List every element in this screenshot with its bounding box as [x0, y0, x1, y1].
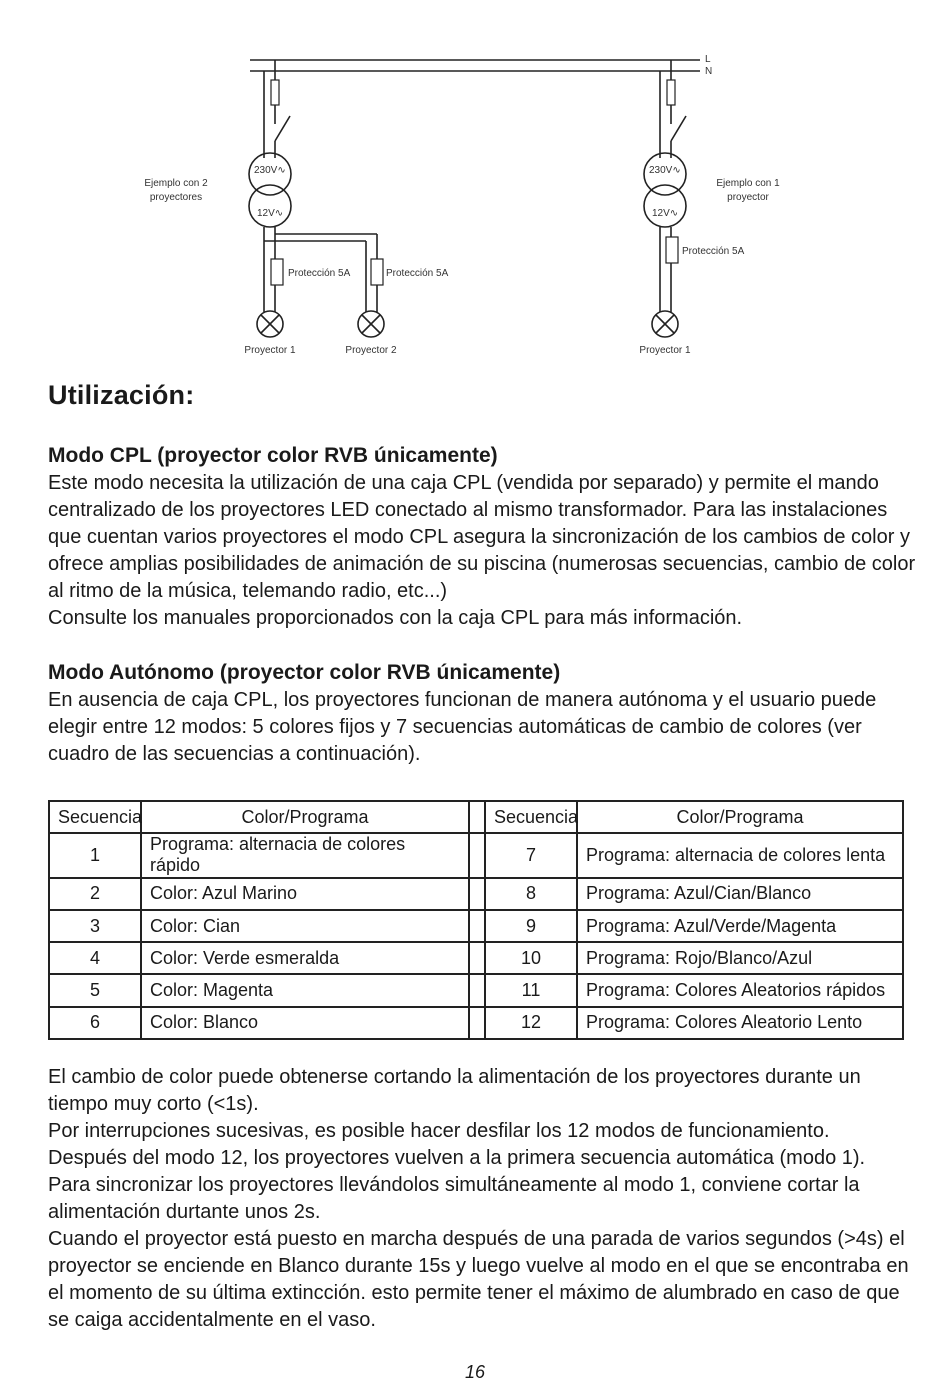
fuse-projector-1 — [271, 259, 283, 285]
seq-text: Programa: Colores Aleatorios rápidos — [577, 974, 903, 1006]
lamp-projector-2 — [358, 311, 384, 337]
seq-text: Color: Magenta — [141, 974, 469, 1006]
section-notes — [48, 1064, 918, 1334]
cpl-heading: Modo CPL (proyector color RVB únicamente) — [48, 444, 498, 467]
protection-label-right: Protección 5A — [682, 246, 745, 257]
seq-num: 6 — [49, 1007, 141, 1039]
seq-num: 1 — [49, 833, 141, 877]
seq-num: 8 — [485, 878, 577, 910]
table-gap — [469, 942, 485, 974]
protection-label-1: Protección 5A — [288, 268, 351, 279]
left-voltage-secondary: 12V∿ — [257, 208, 284, 219]
table-gap — [469, 1007, 485, 1039]
lamp-projector-right — [652, 311, 678, 337]
table-gap — [469, 974, 485, 1006]
seq-num: 12 — [485, 1007, 577, 1039]
table-row — [49, 974, 903, 1006]
fuse-projector-right — [666, 237, 678, 263]
right-fuse-main — [667, 80, 675, 105]
note-paragraph-3: Después del modo 12, los proyectores vuelven a la primera secuencia automática (modo 1). — [48, 1147, 866, 1169]
fuse-projector-2 — [371, 259, 383, 285]
header-program-left: Color/Programa — [141, 801, 469, 833]
table-gap — [469, 910, 485, 942]
table-row — [49, 910, 903, 942]
autonomo-text: En ausencia de caja CPL, los proyectores funcionan de manera autónoma y el usuario puede elegir entre 12 modos: 5 colores fijos y 7 secuencias automáticas de cambio de colores (ver cuadro de las secuencias a continuación). — [48, 689, 877, 765]
table-gap — [469, 833, 485, 877]
right-switch — [671, 116, 686, 141]
label-l: L — [705, 54, 711, 65]
seq-text: Programa: Azul/Verde/Magenta — [577, 910, 903, 942]
seq-num: 5 — [49, 974, 141, 1006]
note-paragraph-2: Por interrupciones sucesivas, es posible hacer desfilar los 12 modos de funcionamiento. — [48, 1120, 830, 1142]
table-row — [49, 942, 903, 974]
seq-num: 10 — [485, 942, 577, 974]
seq-text: Color: Blanco — [141, 1007, 469, 1039]
seq-num: 3 — [49, 910, 141, 942]
table-gap — [469, 878, 485, 910]
example-one-label-2: proyector — [727, 192, 769, 203]
seq-text: Programa: Rojo/Blanco/Azul — [577, 942, 903, 974]
note-paragraph-1: El cambio de color puede obtenerse cortando la alimentación de los proyectores durante un tiempo muy corto (<1s). — [48, 1066, 861, 1115]
right-voltage-primary: 230V∿ — [649, 165, 681, 176]
wiring-diagram — [0, 0, 950, 370]
left-voltage-primary: 230V∿ — [254, 165, 286, 176]
seq-text: Color: Cian — [141, 910, 469, 942]
seq-text: Color: Azul Marino — [141, 878, 469, 910]
seq-text: Programa: alternacia de colores rápido — [141, 833, 469, 877]
right-voltage-secondary: 12V∿ — [652, 208, 679, 219]
header-sequence-left: Secuencia — [49, 801, 141, 833]
table-row — [49, 833, 903, 877]
seq-num: 9 — [485, 910, 577, 942]
protection-label-2: Protección 5A — [386, 268, 449, 279]
projector-1-label-left: Proyector 1 — [244, 345, 296, 356]
autonomo-heading: Modo Autónomo (proyector color RVB únicamente) — [48, 661, 561, 684]
page-number: 16 — [464, 1362, 486, 1382]
note-paragraph-5: Cuando el proyector está puesto en marcha después de una parada de varios segundos (>4s) el proyector se enciende en Blanco durante 15s y luego vuelve al modo en el que se encontraba en el momento de su última extincción. esto permite tener el máximo de alumbrado en caso de que se caiga accidentalmente en el vaso. — [48, 1228, 909, 1331]
seq-text: Programa: Colores Aleatorio Lento — [577, 1007, 903, 1039]
page-title: Utilización: — [48, 380, 195, 410]
seq-num: 7 — [485, 833, 577, 877]
seq-text: Programa: alternacia de colores lenta — [577, 833, 903, 877]
header-program-right: Color/Programa — [577, 801, 903, 833]
seq-num: 11 — [485, 974, 577, 1006]
table-row — [49, 878, 903, 910]
table-header-row — [49, 801, 903, 833]
lamp-projector-1 — [257, 311, 283, 337]
example-two-label-2: proyectores — [149, 192, 203, 203]
cpl-text-2: Consulte los manuales proporcionados con la caja CPL para más información. — [48, 607, 743, 629]
projector-1-label-right: Proyector 1 — [639, 345, 691, 356]
sequence-table — [48, 800, 904, 1040]
note-paragraph-4: Para sincronizar los proyectores llevándolos simultáneamente al modo 1, conviene cortar la alimentación durtante unos 2s. — [48, 1174, 860, 1223]
seq-num: 4 — [49, 942, 141, 974]
projector-2-label: Proyector 2 — [345, 345, 397, 356]
left-switch — [275, 116, 290, 141]
example-one-label-1: Ejemplo con 1 — [716, 178, 780, 189]
cpl-text: Este modo necesita la utilización de una caja CPL (vendida por separado) y permite el mando centralizado de los proyectores LED conectado al mismo transformador. Para las instalaciones que cuentan varios proyectores el modo CPL asegura la sincronización de los cambios de color y ofrece amplias posibilidades de animación de su piscina (numerosas secuencias, cambio de color al ritmo de la música, telemando radio, etc...) — [48, 472, 916, 602]
seq-text: Programa: Azul/Cian/Blanco — [577, 878, 903, 910]
seq-num: 2 — [49, 878, 141, 910]
label-n: N — [705, 66, 713, 77]
left-fuse-main — [271, 80, 279, 105]
left-transformer-secondary — [249, 185, 291, 227]
section-cpl — [48, 442, 918, 632]
right-transformer-secondary — [644, 185, 686, 227]
table-row — [49, 1007, 903, 1039]
header-sequence-right: Secuencia — [485, 801, 577, 833]
table-gap — [469, 801, 485, 833]
seq-text: Color: Verde esmeralda — [141, 942, 469, 974]
example-two-label-1: Ejemplo con 2 — [144, 178, 208, 189]
section-autonomo — [48, 659, 918, 768]
